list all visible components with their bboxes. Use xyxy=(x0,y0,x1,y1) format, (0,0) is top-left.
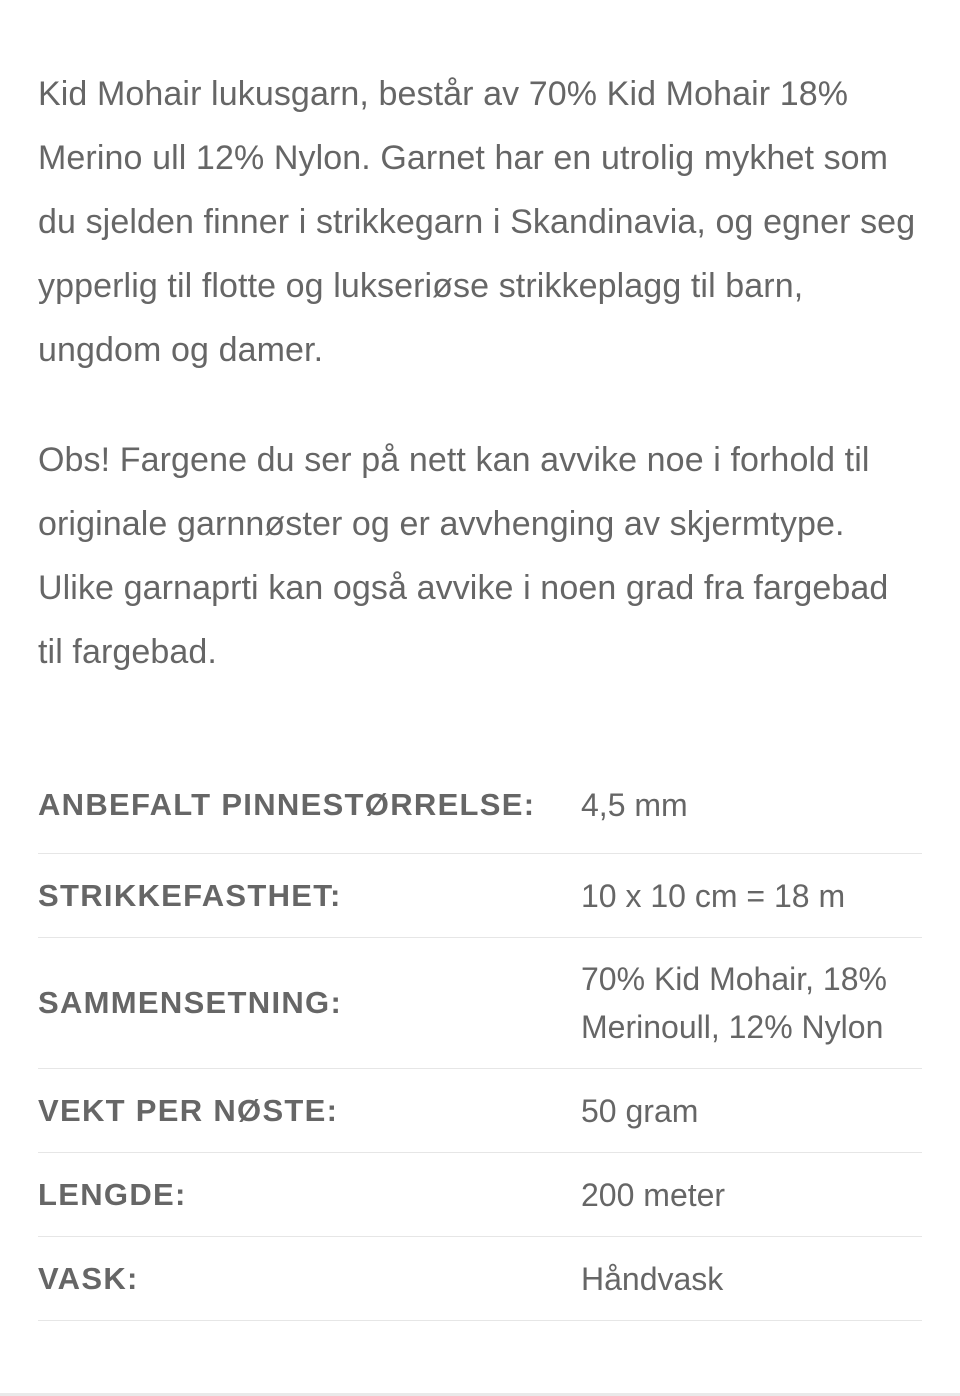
spec-value: 4,5 mm xyxy=(581,757,922,854)
spec-row-washing xyxy=(38,1237,922,1321)
description-paragraph: Kid Mohair lukusgarn, består av 70% Kid Mohair 18% Merino ull 12% Nylon. Garnet har en utrolig mykhet som du sjelden finner i strikkegarn i Skandinavia, og egner seg ypperlig til flotte og lukseriøse strikkeplagg til barn, ungdom og damer. xyxy=(38,75,916,369)
product-specs-table xyxy=(38,757,922,1321)
spec-row-weight xyxy=(38,1069,922,1153)
spec-label: VEKT PER NØSTE: xyxy=(38,1069,581,1153)
spec-value: Håndvask xyxy=(581,1237,922,1321)
spec-label: ANBEFALT PINNESTØRRELSE: xyxy=(38,757,581,854)
spec-row-length xyxy=(38,1153,922,1237)
spec-value: 10 x 10 cm = 18 m xyxy=(581,854,922,938)
spec-label: LENGDE: xyxy=(38,1153,581,1237)
spec-value: 50 gram xyxy=(581,1069,922,1153)
spec-label: STRIKKEFASTHET: xyxy=(38,854,581,938)
spec-row-gauge xyxy=(38,854,922,938)
description-text xyxy=(38,62,922,684)
spec-row-composition xyxy=(38,938,922,1069)
spec-row-needle-size xyxy=(38,757,922,854)
spec-label: VASK: xyxy=(38,1237,581,1321)
spec-label: SAMMENSETNING: xyxy=(38,938,581,1069)
disclaimer-paragraph: Obs! Fargene du ser på nett kan avvike noe i forhold til originale garnnøster og er avvhenging av skjermtype. Ulike garnaprti kan også avvike i noen grad fra fargebad til fargebad. xyxy=(38,441,889,671)
spec-value: 70% Kid Mohair, 18% Merinoull, 12% Nylon xyxy=(581,938,922,1069)
product-description xyxy=(38,62,922,684)
spec-value: 200 meter xyxy=(581,1153,922,1237)
